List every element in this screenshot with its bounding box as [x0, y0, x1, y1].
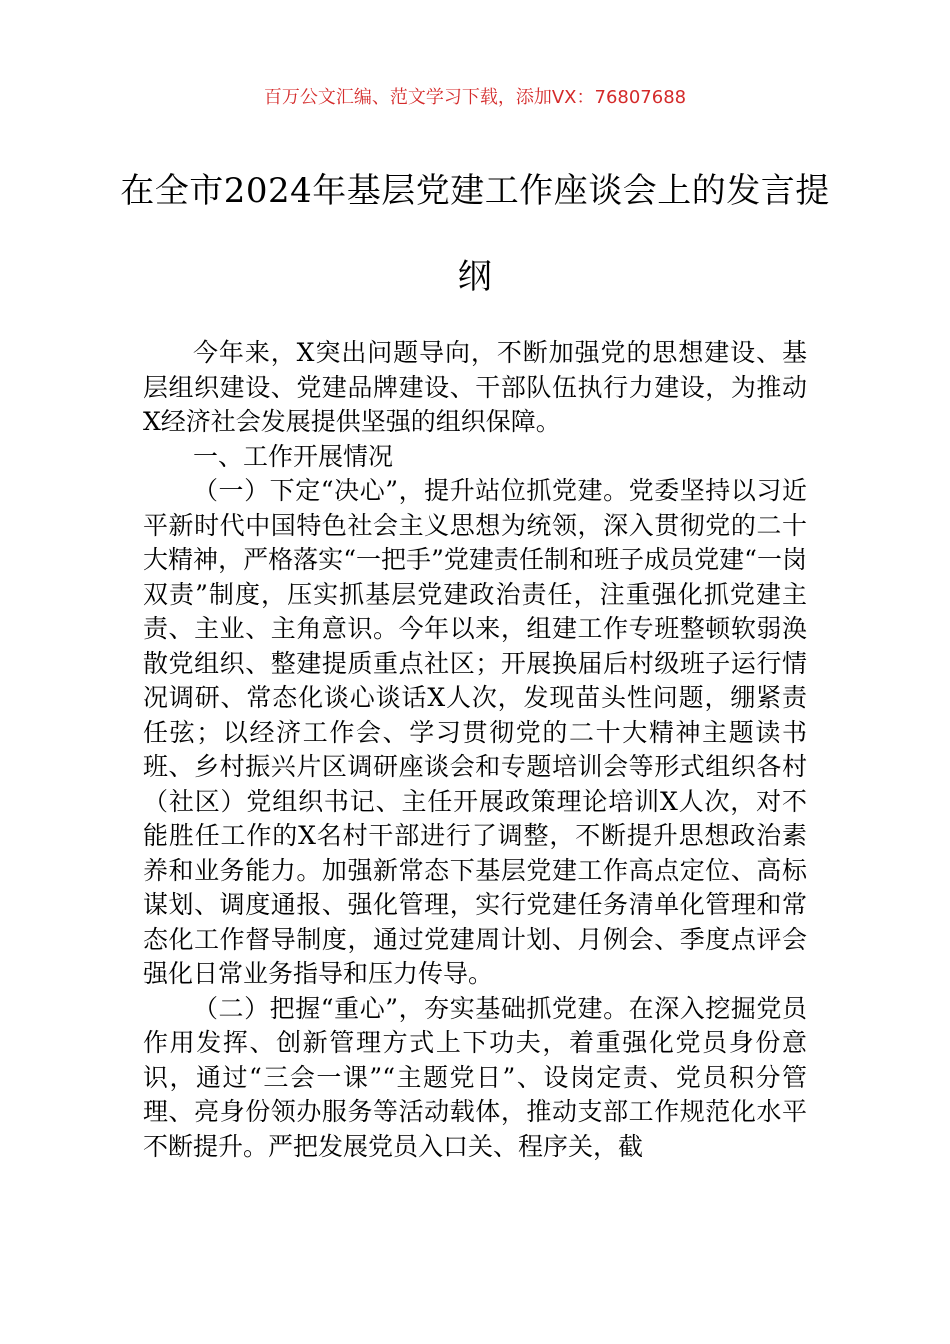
document-body [143, 336, 807, 1164]
section-heading: 一、工作开展情况 [193, 441, 394, 471]
body-paragraph: （二）把握“重心”，夯实基础抓党建。在深入挖掘党员作用发挥、创新管理方式上下功夫，着重强化党员身份意识，通过“三会一课”“主题党日”、设岗定责、党员积分管理、亮身份领办服务等活动载体，推动支部工作规范化水平不断提升。严把发展党员入口关、程序关，截 [143, 993, 807, 1161]
intro-paragraph: 今年来，X突出问题导向，不断加强党的思想建设、基层组织建设、党建品牌建设、干部队伍执行力建设，为推动X经济社会发展提供坚强的组织保障。 [143, 338, 807, 436]
body-paragraph: （一）下定“决心”，提升站位抓党建。党委坚持以习近平新时代中国特色社会主义思想为统领，深入贯彻党的二十大精神，严格落实“一把手”党建责任制和班子成员党建“一岗双责”制度，压实抓基层党建政治责任，注重强化抓党建主责、主业、主角意识。今年以来，组建工作专班整顿软弱涣散党组织、整建提质重点社区；开展换届后村级班子运行情况调研、常态化谈心谈话X人次，发现苗头性问题，绷紧责任弦；以经济工作会、学习贯彻党的二十大精神主题读书班、乡村振兴片区调研座谈会和专题培训会等形式组织各村（社区）党组织书记、主任开展政策理论培训X人次，对不能胜任工作的X名村干部进行了调整，不断提升思想政治素养和业务能力。加强新常态下基层党建工作高点定位、高标谋划、调度通报、强化管理，实行党建任务清单化管理和常态化工作督导制度，通过党建周计划、月例会、季度点评会强化日常业务指导和压力传导。 [143, 476, 807, 988]
document-title: 在全市2024年基层党建工作座谈会上的发言提纲 [120, 171, 830, 297]
header-note: 百万公文汇编、范文学习下载，添加VX：76807688 [263, 87, 687, 108]
